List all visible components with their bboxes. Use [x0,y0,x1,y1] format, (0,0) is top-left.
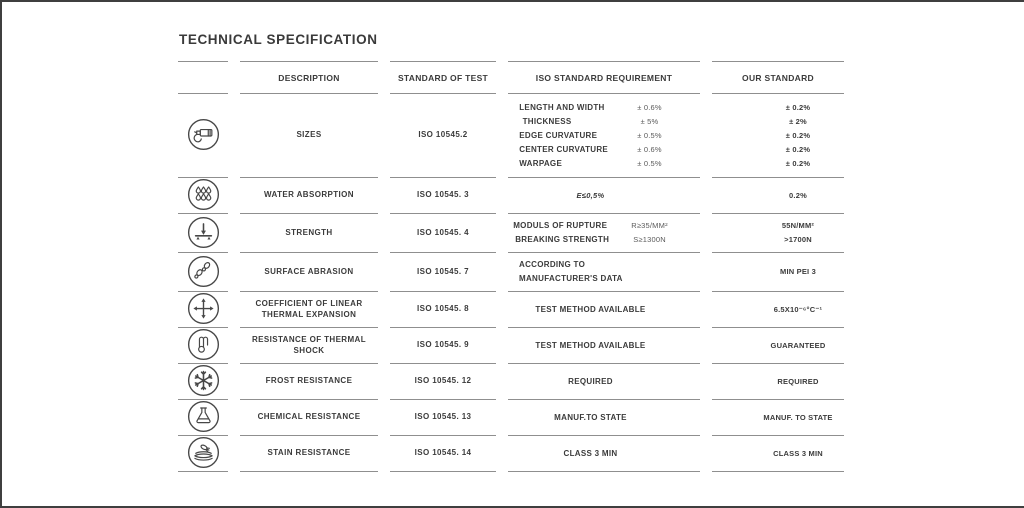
our-standard-cell [712,400,844,436]
standard-of-test-cell: ISO 10545. 4 [390,214,496,253]
standard-of-test-cell: ISO 10545. 7 [390,253,496,292]
our-standard-value: ± 0.2% [785,144,811,154]
iso-requirement-cell [508,292,700,328]
row-icon-cell [178,178,228,214]
our-standard-cell [712,214,844,253]
column-header: ISO STANDARD REQUIREMENT [508,61,700,94]
iso-requirement-label: TEST METHOD AVAILABLE [535,304,646,314]
iso-requirement-label: MANUF.TO STATE [554,412,627,422]
table-row [178,400,844,436]
our-standard-value: CLASS 3 MIN [773,448,823,458]
thermometer-coil-icon [187,328,220,363]
iso-requirement-line [576,189,604,203]
iso-requirement-label: MODULS OF RUPTURE [513,221,608,230]
iso-requirement-line [519,101,662,115]
table-row [178,436,844,472]
footprints-icon [187,255,220,290]
caliper-icon [187,118,220,153]
description-cell: RESISTANCE OF THERMAL SHOCK [240,328,378,364]
iso-requirement-value: ± 0.5% [637,158,662,168]
our-standard-value: ± 0.2% [785,102,811,112]
table-row [178,328,844,364]
iso-requirement-label: TEST METHOD AVAILABLE [535,340,646,350]
iso-requirement-cell [508,253,700,292]
iso-requirement-label: WARPAGE [519,158,563,168]
table-row [178,292,844,328]
our-standard-value: ± 0.2% [785,130,811,140]
our-standard-cell [712,364,844,400]
load-strength-icon [187,216,220,251]
snowflake-icon [187,364,220,399]
iso-requirement-value: R≥35/MM² [631,221,668,230]
row-icon-cell [178,436,228,472]
our-standard-value: MIN PEI 3 [780,267,816,276]
standard-of-test-cell: ISO 10545. 8 [390,292,496,328]
our-standard-value: MANUF. TO STATE [763,412,833,422]
column-header: DESCRIPTION [240,61,378,94]
iso-requirement-line [519,258,662,286]
table-row [178,253,844,292]
column-header: OUR STANDARD [712,61,844,94]
table-header-row [178,61,844,94]
standard-of-test-cell: ISO 10545. 12 [390,364,496,400]
row-icon-cell [178,94,228,178]
our-standard-cell [712,178,844,214]
iso-requirement-cell [508,328,700,364]
iso-requirement-line [535,339,645,353]
iso-requirement-cell [508,178,700,214]
iso-requirement-label: CLASS 3 MIN [563,448,618,458]
our-standard-value: >1700N [784,235,812,244]
iso-requirement-cell [508,94,700,178]
table-row [178,364,844,400]
spec-sheet-content [178,32,844,472]
our-standard-value: ± 0.2% [785,158,811,168]
our-standard-value: ± 2% [789,116,807,126]
table-row [178,94,844,178]
iso-requirement-value: ± 0.6% [637,102,662,112]
description-cell: CHEMICAL RESISTANCE [240,400,378,436]
standard-of-test-cell: ISO 10545.2 [390,94,496,178]
iso-requirement-label: BREAKING STRENGTH [515,235,610,244]
iso-requirement-label: CENTER CURVATURE [519,144,609,154]
standard-of-test-cell: ISO 10545. 14 [390,436,496,472]
iso-requirement-line [519,157,662,171]
iso-requirement-line [564,447,618,461]
our-standard-cell [712,328,844,364]
row-icon-cell [178,328,228,364]
water-droplets-icon [187,178,220,213]
iso-requirement-label: LENGTH AND WIDTH [519,102,605,112]
iso-requirement-cell [508,400,700,436]
iso-requirement-value: ± 5% [640,116,659,126]
table-row [178,214,844,253]
our-standard-value: 6.5X10⁻⁶°C⁻¹ [773,304,823,314]
iso-requirement-cell [508,214,700,253]
iso-requirement-label: E≤0,5% [576,190,605,200]
row-icon-cell [178,253,228,292]
iso-requirement-label: ACCORDING TO MANUFACTURER'S DATA [519,260,623,283]
expansion-arrows-icon [187,292,220,327]
column-header: STANDARD OF TEST [390,61,496,94]
iso-requirement-line [554,411,627,425]
standard-of-test-cell: ISO 10545. 13 [390,400,496,436]
iso-requirement-label: REQUIRED [568,376,613,386]
our-standard-cell [712,94,844,178]
technical-specification-table [178,61,844,472]
our-standard-cell [712,436,844,472]
description-cell: SURFACE ABRASION [240,253,378,292]
row-icon-cell [178,364,228,400]
description-cell: COEFFICIENT OF LINEAR THERMAL EXPANSION [240,292,378,328]
iso-requirement-line [519,129,662,143]
iso-requirement-value: ± 0.6% [637,144,662,154]
iso-requirement-label: THICKNESS [522,116,572,126]
layers-hand-icon [187,436,220,471]
page-title: TECHNICAL SPECIFICATION [179,32,378,47]
iso-requirement-cell [508,364,700,400]
iso-requirement-line [535,303,645,317]
description-cell: FROST RESISTANCE [240,364,378,400]
row-icon-cell [178,292,228,328]
description-cell: WATER ABSORPTION [240,178,378,214]
our-standard-value: REQUIRED [777,376,819,386]
row-icon-cell [178,214,228,253]
iso-requirement-cell [508,436,700,472]
description-cell: STRENGTH [240,214,378,253]
iso-requirement-line [568,375,613,389]
description-cell: SIZES [240,94,378,178]
standard-of-test-cell: ISO 10545. 9 [390,328,496,364]
table-body [178,94,844,472]
description-cell: STAIN RESISTANCE [240,436,378,472]
iso-requirement-line [515,233,666,247]
iso-requirement-value: S≥1300N [633,235,666,244]
iso-requirement-line [523,115,659,129]
standard-of-test-cell: ISO 10545. 3 [390,178,496,214]
column-header-icon [178,61,228,94]
iso-requirement-line [513,219,668,233]
our-standard-value: 55N/MM² [781,221,815,230]
our-standard-cell [712,253,844,292]
flask-icon [187,400,220,435]
iso-requirement-line [519,143,662,157]
our-standard-value: 0.2% [789,190,807,200]
table-row [178,178,844,214]
iso-requirement-value: ± 0.5% [637,130,662,140]
our-standard-value: GUARANTEED [770,340,826,350]
our-standard-cell [712,292,844,328]
row-icon-cell [178,400,228,436]
iso-requirement-label: EDGE CURVATURE [519,130,598,140]
